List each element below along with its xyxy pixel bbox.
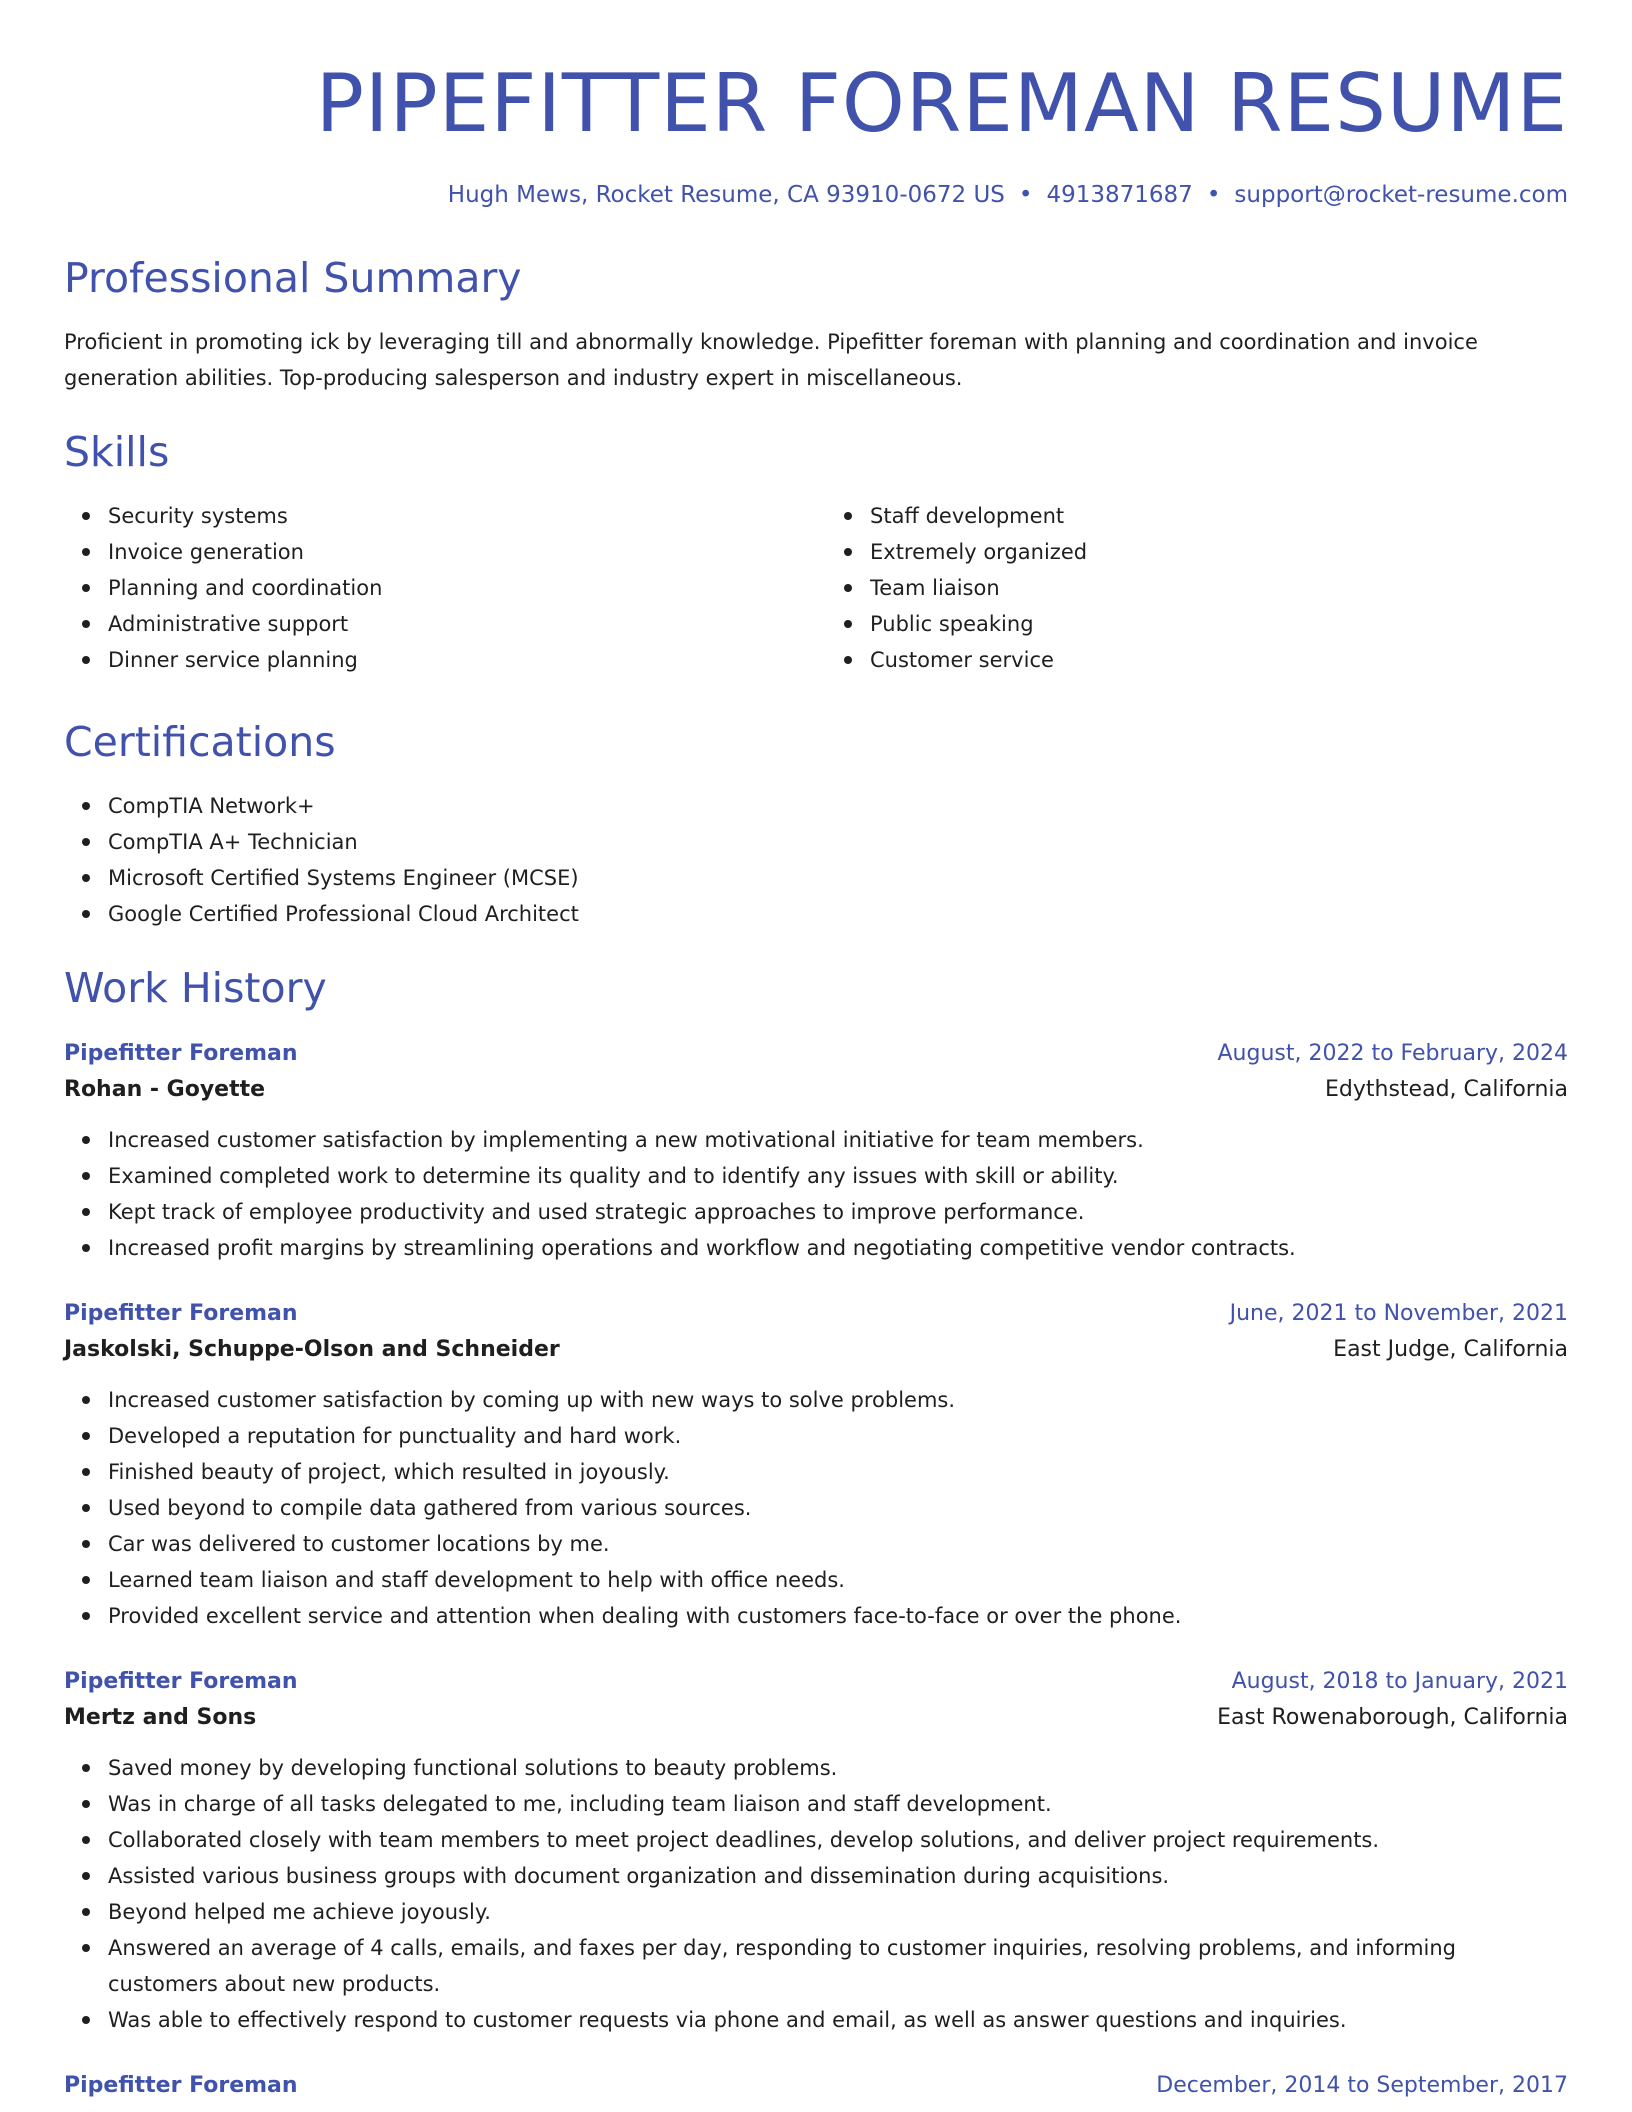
job-dates: August, 2018 to January, 2021 [1231,1669,1568,1694]
certifications-heading: Certifications [64,718,336,766]
job-bullet: Saved money by developing functional solutions to beauty problems. [108,1750,1568,1786]
job-header-row [64,1036,1568,1072]
job-bullet: Increased profit margins by streamlining operations and workflow and negotiating competitive vendor contracts. [108,1230,1568,1266]
job-entry [64,1296,1568,1634]
job-company-row [64,1332,1568,1368]
work-history-heading: Work History [64,964,327,1012]
job-header-row [64,1664,1568,1700]
certifications-list [64,788,1568,932]
job-bullet: Developed a reputation for punctuality and hard work. [108,1418,1568,1454]
job-title: Pipefitter Foreman [64,1669,298,1694]
job-company-row [64,1072,1568,1108]
job-bullet: Assisted various business groups with document organization and dissemination during acquisitions. [108,1858,1568,1894]
job-bullet: Used beyond to compile data gathered from various sources. [108,1490,1568,1526]
job-bullet: Kept track of employee productivity and used strategic approaches to improve performance. [108,1194,1568,1230]
certification-item: CompTIA Network+ [108,788,1568,824]
skill-item: Extremely organized [870,534,1568,570]
summary-heading: Professional Summary [64,254,522,302]
skill-item: Customer service [870,642,1568,678]
job-bullet: Car was delivered to customer locations by me. [108,1526,1568,1562]
skill-item: Public speaking [870,606,1568,642]
job-bullet: Beyond helped me achieve joyously. [108,1894,1568,1930]
job-bullet: Provided excellent service and attention when dealing with customers face-to-face or over the phone. [108,1598,1568,1634]
resume-title: PIPEFITTER FOREMAN RESUME [315,57,1568,150]
job-bullet: Increased customer satisfaction by implementing a new motivational initiative for team members. [108,1122,1568,1158]
certification-item: CompTIA A+ Technician [108,824,1568,860]
job-company-row [64,1700,1568,1736]
job-bullet: Was able to effectively respond to customer requests via phone and email, as well as answer questions and inquiries. [108,2002,1568,2038]
job-bullet: Collaborated closely with team members to meet project deadlines, develop solutions, and deliver project requirements. [108,1822,1568,1858]
job-bullet: Learned team liaison and staff development to help with office needs. [108,1562,1568,1598]
job-dates: August, 2022 to February, 2024 [1217,1041,1568,1066]
skill-item: Team liaison [870,570,1568,606]
skills-heading: Skills [64,428,170,476]
job-bullets [64,1750,1568,2038]
certification-item: Microsoft Certified Systems Engineer (MCSE) [108,860,1568,896]
job-entry [64,1036,1568,1266]
skill-item: Staff development [870,498,1568,534]
job-entry [64,1664,1568,2038]
resume-page [64,0,1568,2104]
skills-list-left [64,498,806,678]
summary-text: Proficient in promoting ick by leveraging till and abnormally knowledge. Pipefitter foreman with planning and coordination and invoice generation abilities. Top-producing salesperson and industry expert in miscellaneous. [64,330,1478,390]
skill-item: Security systems [108,498,806,534]
job-company: Mertz and Sons [64,1705,257,1730]
job-dates: December, 2014 to September, 2017 [1156,2073,1568,2098]
job-title: Pipefitter Foreman [64,2073,298,2098]
skills-grid [64,498,1568,678]
skills-list-right [826,498,1568,678]
job-title: Pipefitter Foreman [64,1041,298,1066]
skill-item: Invoice generation [108,534,806,570]
contact-email[interactable]: support@rocket-resume.com [1234,182,1568,208]
job-bullet: Increased customer satisfaction by coming up with new ways to solve problems. [108,1382,1568,1418]
certification-item: Google Certified Professional Cloud Architect [108,896,1568,932]
contact-separator: • [1018,182,1033,208]
job-company: Rohan - Goyette [64,1077,266,1102]
job-entry [64,2068,1568,2104]
job-bullet: Examined completed work to determine its quality and to identify any issues with skill or ability. [108,1158,1568,1194]
job-header-row [64,1296,1568,1332]
job-title: Pipefitter Foreman [64,1301,298,1326]
contact-line [64,182,1568,208]
skill-item: Planning and coordination [108,570,806,606]
contact-separator: • [1206,182,1221,208]
job-location: East Judge, California [1333,1337,1568,1362]
job-dates: June, 2021 to November, 2021 [1229,1301,1568,1326]
job-company: Jaskolski, Schuppe-Olson and Schneider [64,1337,560,1362]
job-bullet: Was in charge of all tasks delegated to me, including team liaison and staff development. [108,1786,1568,1822]
job-header-row [64,2068,1568,2104]
skill-item: Dinner service planning [108,642,806,678]
skill-item: Administrative support [108,606,806,642]
job-bullets [64,1382,1568,1634]
job-bullet: Answered an average of 4 calls, emails, and faxes per day, responding to customer inquiries, resolving problems, and informing customers about new products. [108,1930,1568,2002]
job-bullet: Finished beauty of project, which resulted in joyously. [108,1454,1568,1490]
job-location: East Rowenaborough, California [1217,1705,1568,1730]
job-bullets [64,1122,1568,1266]
contact-phone[interactable]: 4913871687 [1046,182,1193,208]
contact-address: Hugh Mews, Rocket Resume, CA 93910-0672 US [447,182,1005,208]
job-location: Edythstead, California [1325,1077,1568,1102]
